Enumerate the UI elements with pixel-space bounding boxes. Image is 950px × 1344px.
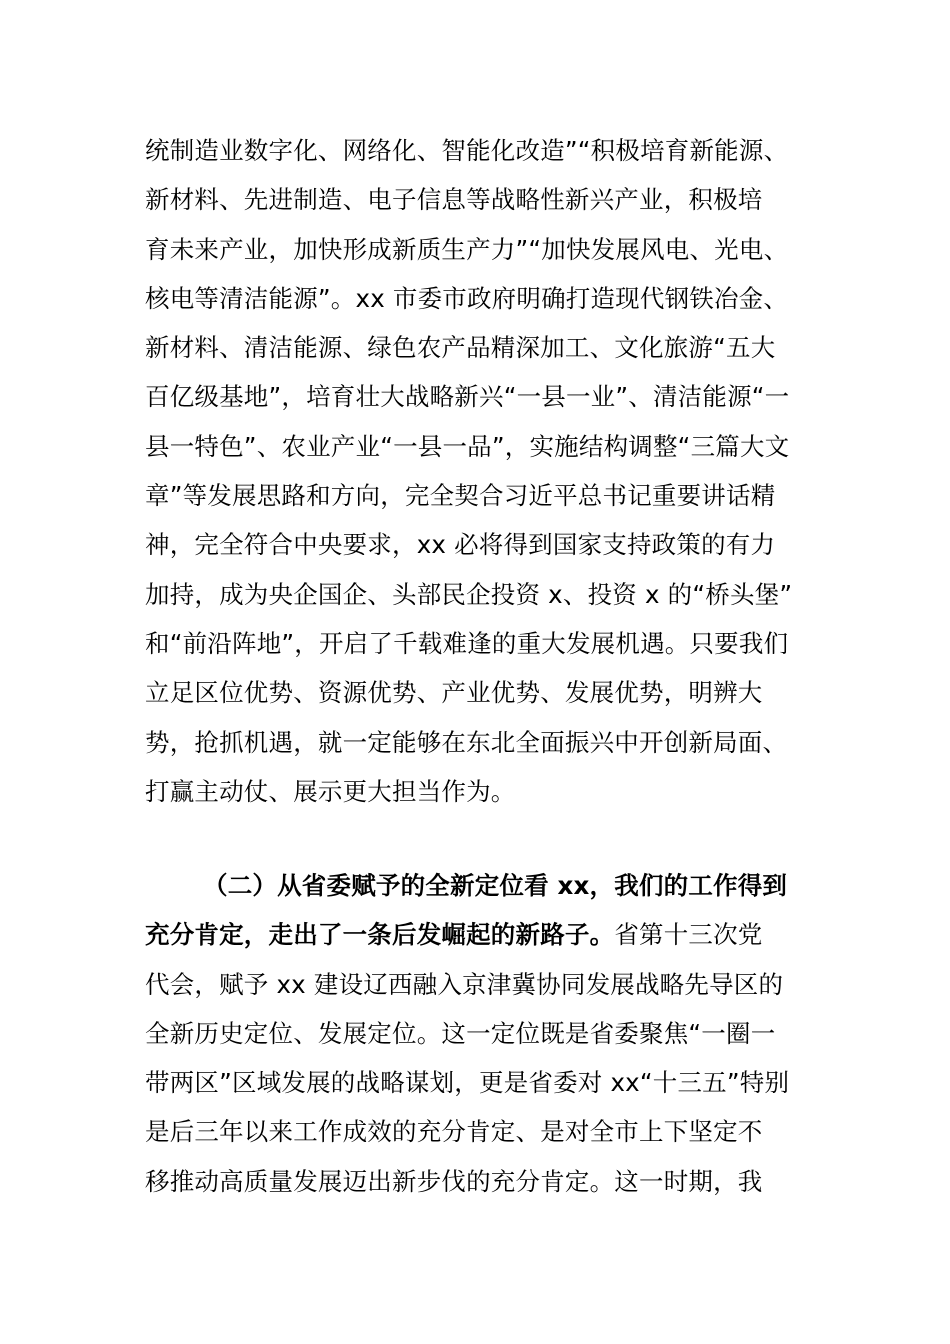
text-line: 带两区”区域发展的战略谋划，更是省委对 xx“十三五”特别 — [145, 1068, 790, 1098]
text-line: 是后三年以来工作成效的充分肯定、是对全市上下坚定不 — [145, 1117, 763, 1147]
text-line: 打赢主动仗、展示更大担当作为。 — [145, 776, 516, 806]
text-line — [145, 910, 805, 959]
paragraph-1 — [145, 126, 805, 816]
paragraph-2 — [145, 861, 805, 1206]
text-line: 新材料、先进制造、电子信息等战略性新兴产业，积极培 — [145, 185, 763, 215]
text-line: 县一特色”、农业产业“一县一品”，实施结构调整“三篇大文 — [145, 431, 790, 461]
text-line: 核电等清洁能源”。xx 市委市政府明确打造现代钢铁冶金、 — [145, 283, 789, 313]
text-line: 育未来产业，加快形成新质生产力”“加快发展风电、光电、 — [145, 234, 789, 264]
section-heading-continued: 充分肯定，走出了一条后发崛起的新路子。 — [145, 920, 615, 950]
text-line: 神，完全符合中央要求，xx 必将得到国家支持政策的有力 — [145, 530, 776, 560]
text-line: 统制造业数字化、网络化、智能化改造”“积极培育新能源、 — [145, 136, 789, 165]
text-line: 立足区位优势、资源优势、产业优势、发展优势，明辨大 — [145, 678, 763, 708]
text-line: 新材料、清洁能源、绿色农产品精深加工、文化旅游“五大 — [145, 333, 776, 363]
text-line: 全新历史定位、发展定位。这一定位既是省委聚焦“一圈一 — [145, 1018, 776, 1048]
text-line: 势，抢抓机遇，就一定能够在东北全面振兴中开创新局面、 — [145, 727, 788, 757]
text-line: 加持，成为央企国企、头部民企投资 x、投资 x 的“桥头堡” — [145, 579, 793, 609]
text-line: 和“前沿阵地”，开启了千载难逢的重大发展机遇。只要我们 — [145, 628, 789, 658]
text-line: 章”等发展思路和方向，完全契合习近平总书记重要讲话精 — [145, 481, 776, 511]
text-line: 移推动高质量发展迈出新步伐的充分肯定。这一时期，我 — [145, 1166, 763, 1196]
text-line: 百亿级基地”，培育壮大战略新兴“一县一业”、清洁能源“一 — [145, 382, 790, 412]
text-line: 代会，赋予 xx 建设辽西融入京津冀协同发展战略先导区的 — [145, 969, 784, 999]
text-run: 省第十三次党 — [614, 920, 763, 950]
section-heading: （二）从省委赋予的全新定位看 xx，我们的工作得到 — [203, 871, 788, 900]
